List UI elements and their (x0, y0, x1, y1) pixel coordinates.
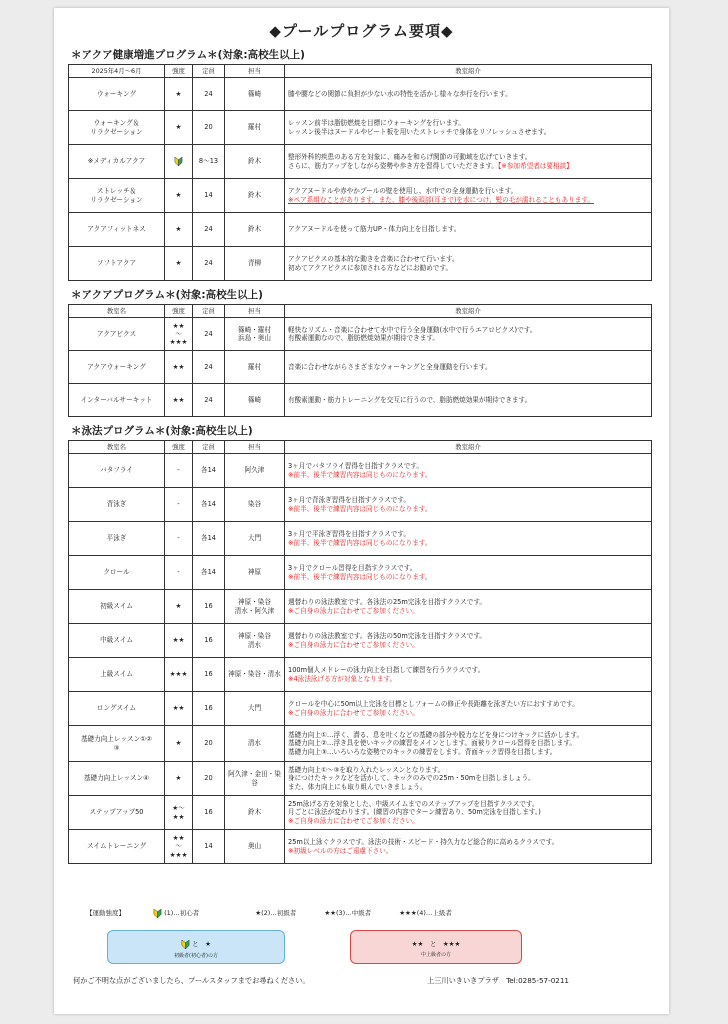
red-note: ※ペア系組むことがあります。また、膝や後頭部(耳まで)を水につけ、髪の毛が濡れることもあります。 (288, 195, 594, 204)
description-cell (285, 384, 652, 417)
instructor-cell: 奥山 (225, 830, 285, 864)
column-header: 教室紹介 (285, 305, 652, 318)
health-program-table (68, 64, 652, 281)
footer-facility: 上三川いきいきプラザ Tel:0285-57-0211 (427, 976, 569, 985)
section-title-health: ＊アクア健康増進プログラム＊(対象:高校生以上) (71, 49, 305, 61)
description-cell (285, 488, 652, 522)
description-text: レッスン前半は脂肪燃焼を目標にウォーキングを行います。 レッスン後半はヌードルやビート板を用いたストレッチで身体をリフレッシュさせます。 (288, 119, 551, 136)
table-row (69, 658, 652, 692)
capacity-cell: 24 (193, 351, 225, 384)
intensity-cell: ★★ 〜 ★★★ (165, 318, 193, 351)
description-cell (285, 111, 652, 145)
column-header: 強度 (165, 441, 193, 454)
legend-item-4: ★★★(4)…上級者 (399, 909, 452, 918)
description-cell (285, 590, 652, 624)
capacity-cell: 24 (193, 213, 225, 247)
instructor-cell: 神原 (225, 556, 285, 590)
capacity-cell: 14 (193, 830, 225, 864)
description-text: 軽快なリズム・音楽に合わせて水中で行う全身運動(水中で行うエアロビクス)です。 有酸素運動なので、脂肪燃焼効果が期待できます。 (288, 325, 537, 342)
class-name-cell: ソフトアクア (69, 247, 165, 281)
column-header: 教室紹介 (285, 65, 652, 78)
capacity-cell: 16 (193, 658, 225, 692)
beginner-box (107, 930, 285, 964)
red-note: ※前半、後半で練習内容は同じものになります。 (288, 504, 432, 513)
red-note: ※ご自身の泳力に合わせてご参加ください。 (288, 640, 419, 649)
column-header: 強度 (165, 65, 193, 78)
class-name-cell: スイムトレーニング (69, 830, 165, 864)
footer-contact-note: 何かご不明な点がございましたら、プールスタッフまでお尋ねください。 (73, 976, 310, 985)
class-name-cell: 基礎力向上レッスン①② ③ (69, 726, 165, 762)
table-row (69, 111, 652, 145)
description-text: クロールを中心に50m以上完泳を目標としフォームの修正や長距離を泳ぎたい方におすすめです。 (288, 700, 579, 709)
column-header: 担当 (225, 441, 285, 454)
instructor-cell: 神原・染谷 清水・阿久津 (225, 590, 285, 624)
class-name-cell: アクアフィットネス (69, 213, 165, 247)
instructor-cell: 鈴木 (225, 796, 285, 830)
column-header: 担当 (225, 65, 285, 78)
table-row (69, 762, 652, 796)
description-cell (285, 145, 652, 179)
instructor-cell: 大門 (225, 522, 285, 556)
description-text: 週替わりの泳法教室です。各泳法の50m完泳を目指すクラスです。 (288, 632, 486, 641)
document-page (54, 8, 669, 1014)
class-name-cell: ロングスイム (69, 692, 165, 726)
instructor-cell: 清水 (225, 726, 285, 762)
red-note: ※ご自身の泳力に合わせてご参加ください。 (288, 816, 419, 825)
intensity-cell: ★〜★★ (165, 796, 193, 830)
intensity-legend (86, 908, 646, 918)
intensity-cell: ★ (165, 247, 193, 281)
swim-program-table (68, 440, 652, 864)
table-row (69, 454, 652, 488)
capacity-cell: 16 (193, 692, 225, 726)
instructor-cell: 鈴木 (225, 179, 285, 213)
class-name-cell: インターバルサーキット (69, 384, 165, 417)
section-title-swim: ＊泳法プログラム＊(対象:高校生以上) (71, 425, 253, 437)
class-name-cell: ストレッチ＆ リラクゼーション (69, 179, 165, 213)
description-cell (285, 726, 652, 762)
table-row (69, 830, 652, 864)
description-text: 有酸素運動・筋力トレーニングを交互に行うので、脂肪燃焼効果が期待できます。 (288, 395, 532, 404)
intensity-cell: ★★★ (165, 658, 193, 692)
intensity-cell: ★ (165, 179, 193, 213)
instructor-cell: 鈴木 (225, 145, 285, 179)
class-name-cell: ステップアップ50 (69, 796, 165, 830)
capacity-cell: 16 (193, 590, 225, 624)
capacity-cell: 16 (193, 796, 225, 830)
class-name-cell: 平泳ぎ (69, 522, 165, 556)
red-note: 【※参加希望者は要相談】 (498, 161, 573, 170)
capacity-cell: 24 (193, 318, 225, 351)
intensity-cell: ★ (165, 78, 193, 111)
advanced-box-sub: 中上級者の方 (420, 952, 451, 958)
table-row (69, 624, 652, 658)
class-name-cell: ウォーキング＆ リラクゼーション (69, 111, 165, 145)
instructor-cell: 羅村 (225, 351, 285, 384)
instructor-cell: 阿久津 (225, 454, 285, 488)
table-row (69, 726, 652, 762)
column-header: 定員 (193, 441, 225, 454)
table-header-row (69, 65, 652, 78)
intensity-cell: ★★ (165, 384, 193, 417)
instructor-cell: 青柳 (225, 247, 285, 281)
class-name-cell: アクアウォーキング (69, 351, 165, 384)
table-row (69, 351, 652, 384)
description-text: アクアヌードルを使って筋力UP・体力向上を目指します。 (288, 225, 461, 234)
column-header: 強度 (165, 305, 193, 318)
table-row (69, 145, 652, 179)
description-cell (285, 78, 652, 111)
table-header-row (69, 305, 652, 318)
class-name-cell: 基礎力向上レッスン④ (69, 762, 165, 796)
intensity-cell: ★★ (165, 351, 193, 384)
intensity-cell: ★ (165, 726, 193, 762)
description-cell (285, 213, 652, 247)
table-row (69, 488, 652, 522)
class-name-cell: バタフライ (69, 454, 165, 488)
description-text: 100m個人メドレーの泳力向上を目指して練習を行うクラスです。 (288, 666, 485, 675)
capacity-cell: 16 (193, 624, 225, 658)
column-header: 教室名 (69, 305, 165, 318)
class-name-cell: 上級スイム (69, 658, 165, 692)
description-text: 3ヶ月でクロール習得を目指すクラスです。 (288, 564, 417, 573)
description-cell (285, 454, 652, 488)
description-cell (285, 351, 652, 384)
class-name-cell: 中級スイム (69, 624, 165, 658)
class-name-cell: 初級スイム (69, 590, 165, 624)
column-header: 2025年4月〜6月 (69, 65, 165, 78)
intensity-cell: - (165, 454, 193, 488)
class-name-cell: 背泳ぎ (69, 488, 165, 522)
instructor-cell: 大門 (225, 692, 285, 726)
beginner-leaf-icon (181, 940, 190, 949)
description-text: 膝や腰などの関節に負担が少ない水の特性を活かし様々な歩行を行います。 (288, 89, 512, 98)
description-cell (285, 762, 652, 796)
table-row (69, 556, 652, 590)
description-cell (285, 179, 652, 213)
aqua-program-table (68, 304, 652, 417)
intensity-cell: ★★ (165, 624, 193, 658)
description-text: 基礎力向上①…浮く、潜る、息を吐くなどの基礎の部分や脱力などを身につけキックに活かします。 基礎力向上②…浮き具を使いキックの練習をメインとします。面被りクロール習得を目指します。 基礎力向上③…いろいろな姿勢でのキックの練習をします。背面キック習得を目指します。 (288, 731, 584, 756)
intensity-cell (165, 145, 193, 179)
class-name-cell: ウォーキング (69, 78, 165, 111)
intensity-cell: - (165, 488, 193, 522)
beginner-leaf-icon (174, 157, 183, 166)
table-row (69, 692, 652, 726)
capacity-cell: 24 (193, 78, 225, 111)
description-text: 3ヶ月で平泳ぎ習得を目指すクラスです。 (288, 530, 410, 539)
legend-item-3: ★★(3)…中級者 (324, 909, 372, 918)
capacity-cell: 各14 (193, 488, 225, 522)
table-row (69, 384, 652, 417)
description-text: 25m泳げる方を対象とした、中級スイムまでのステップアップを目指すクラスです。 月ごとに泳法が変わります。(練習の内容でターン練習あり、50m完泳を目指します。) (288, 800, 541, 817)
intensity-cell: ★ (165, 213, 193, 247)
description-text: 基礎力向上①〜③を取り入れたレッスンとなります。 身につけたキックなどを活かして、キックのみでの25m・50mを目指しましょう。 また、体力向上にも取り組んでいきましょう。 (288, 766, 535, 791)
capacity-cell: 24 (193, 247, 225, 281)
table-row (69, 318, 652, 351)
intensity-cell: - (165, 556, 193, 590)
table-row (69, 247, 652, 281)
intensity-cell: ★★ 〜 ★★★ (165, 830, 193, 864)
red-note: ※前半、後半で練習内容は同じものになります。 (288, 572, 432, 581)
intensity-cell: ★ (165, 111, 193, 145)
capacity-cell: 24 (193, 384, 225, 417)
red-note: ※ご自身の泳力に合わせてご参加ください。 (288, 606, 419, 615)
column-header: 定員 (193, 305, 225, 318)
red-note: ※前半、後半で練習内容は同じものになります。 (288, 538, 432, 547)
beginner-box-label: と ★ (192, 940, 211, 948)
column-header: 定員 (193, 65, 225, 78)
table-row (69, 179, 652, 213)
intensity-cell: - (165, 522, 193, 556)
table-row (69, 522, 652, 556)
description-text: アクアヌードルや赤やかプールの壁を使用し、水中での全身運動を行います。 (288, 187, 518, 196)
description-text: 整形外科的疾患のある方を対象に、痛みを和らげ関節の可動域を広げていきます。 さらに、筋力アップをしながら姿勢や歩き方を習得していただきます。 (288, 153, 532, 170)
description-cell (285, 658, 652, 692)
instructor-cell: 神原・染谷・清水 (225, 658, 285, 692)
description-text: 25m以上泳ぐクラスです。泳法の技術・スピード・持久力など総合的に高めるクラスです。 (288, 838, 559, 847)
capacity-cell: 各14 (193, 522, 225, 556)
capacity-cell: 20 (193, 726, 225, 762)
red-note: ※初級レベルの方はご遠慮下さい。 (288, 846, 393, 855)
description-text: アクアビクスの基本的な動きを音楽に合わせて行います。 初めてアクアビクスに参加される方などにお勧めです。 (288, 255, 459, 272)
capacity-cell: 14 (193, 179, 225, 213)
table-row (69, 213, 652, 247)
column-header: 担当 (225, 305, 285, 318)
class-name-cell: アクアビクス (69, 318, 165, 351)
instructor-cell: 神原・染谷 清水 (225, 624, 285, 658)
table-header-row (69, 441, 652, 454)
table-row (69, 590, 652, 624)
red-note: ※4泳法泳げる方が対象となります。 (288, 674, 397, 683)
description-cell (285, 796, 652, 830)
description-cell (285, 624, 652, 658)
description-text: 音楽に合わせながらさまざまなウォーキングと全身運動を行います。 (288, 362, 492, 371)
section-title-aqua: ＊アクアプログラム＊(対象:高校生以上) (71, 289, 263, 301)
legend-item-1: (1)…初心者 (153, 908, 227, 918)
description-cell (285, 522, 652, 556)
intensity-cell: ★★ (165, 692, 193, 726)
capacity-cell: 各14 (193, 556, 225, 590)
legend-label: 【運動強度】 (86, 909, 125, 918)
advanced-box (350, 930, 522, 964)
table-row (69, 796, 652, 830)
advanced-box-label: ★★ と ★★★ (411, 940, 461, 948)
instructor-cell: 篠崎 (225, 78, 285, 111)
red-note: ※前半、後半で練習内容は同じものになります。 (288, 470, 432, 479)
description-text: 3ヶ月でバタフライ習得を目指すクラスです。 (288, 462, 423, 471)
column-header: 教室紹介 (285, 441, 652, 454)
description-text: 週替わりの泳法教室です。各泳法の25m完泳を目指すクラスです。 (288, 598, 486, 607)
capacity-cell: 8〜13 (193, 145, 225, 179)
instructor-cell: 阿久津・金田・染谷 (225, 762, 285, 796)
description-text: 3ヶ月で背泳ぎ習得を目指すクラスです。 (288, 496, 410, 505)
instructor-cell: 篠崎 (225, 384, 285, 417)
beginner-leaf-icon (153, 909, 162, 918)
instructor-cell: 羅村 (225, 111, 285, 145)
column-header: 教室名 (69, 441, 165, 454)
description-cell (285, 692, 652, 726)
description-cell (285, 247, 652, 281)
class-name-cell: ※メディカルアクア (69, 145, 165, 179)
capacity-cell: 20 (193, 762, 225, 796)
page-title: ◆プールプログラム要項◆ (269, 22, 454, 40)
description-cell (285, 556, 652, 590)
class-name-cell: クロール (69, 556, 165, 590)
intensity-cell: ★ (165, 762, 193, 796)
legend-item-2: ★(2)…初級者 (255, 909, 297, 918)
instructor-cell: 鈴木 (225, 213, 285, 247)
instructor-cell: 染谷 (225, 488, 285, 522)
capacity-cell: 20 (193, 111, 225, 145)
description-cell (285, 318, 652, 351)
instructor-cell: 篠崎・羅村 浜島・奥山 (225, 318, 285, 351)
description-cell (285, 830, 652, 864)
beginner-box-sub: 初級者(初心者)の方 (174, 952, 218, 959)
table-row (69, 78, 652, 111)
intensity-cell: ★ (165, 590, 193, 624)
capacity-cell: 各14 (193, 454, 225, 488)
red-note: ※ご自身の泳力に合わせてご参加ください。 (288, 708, 419, 717)
